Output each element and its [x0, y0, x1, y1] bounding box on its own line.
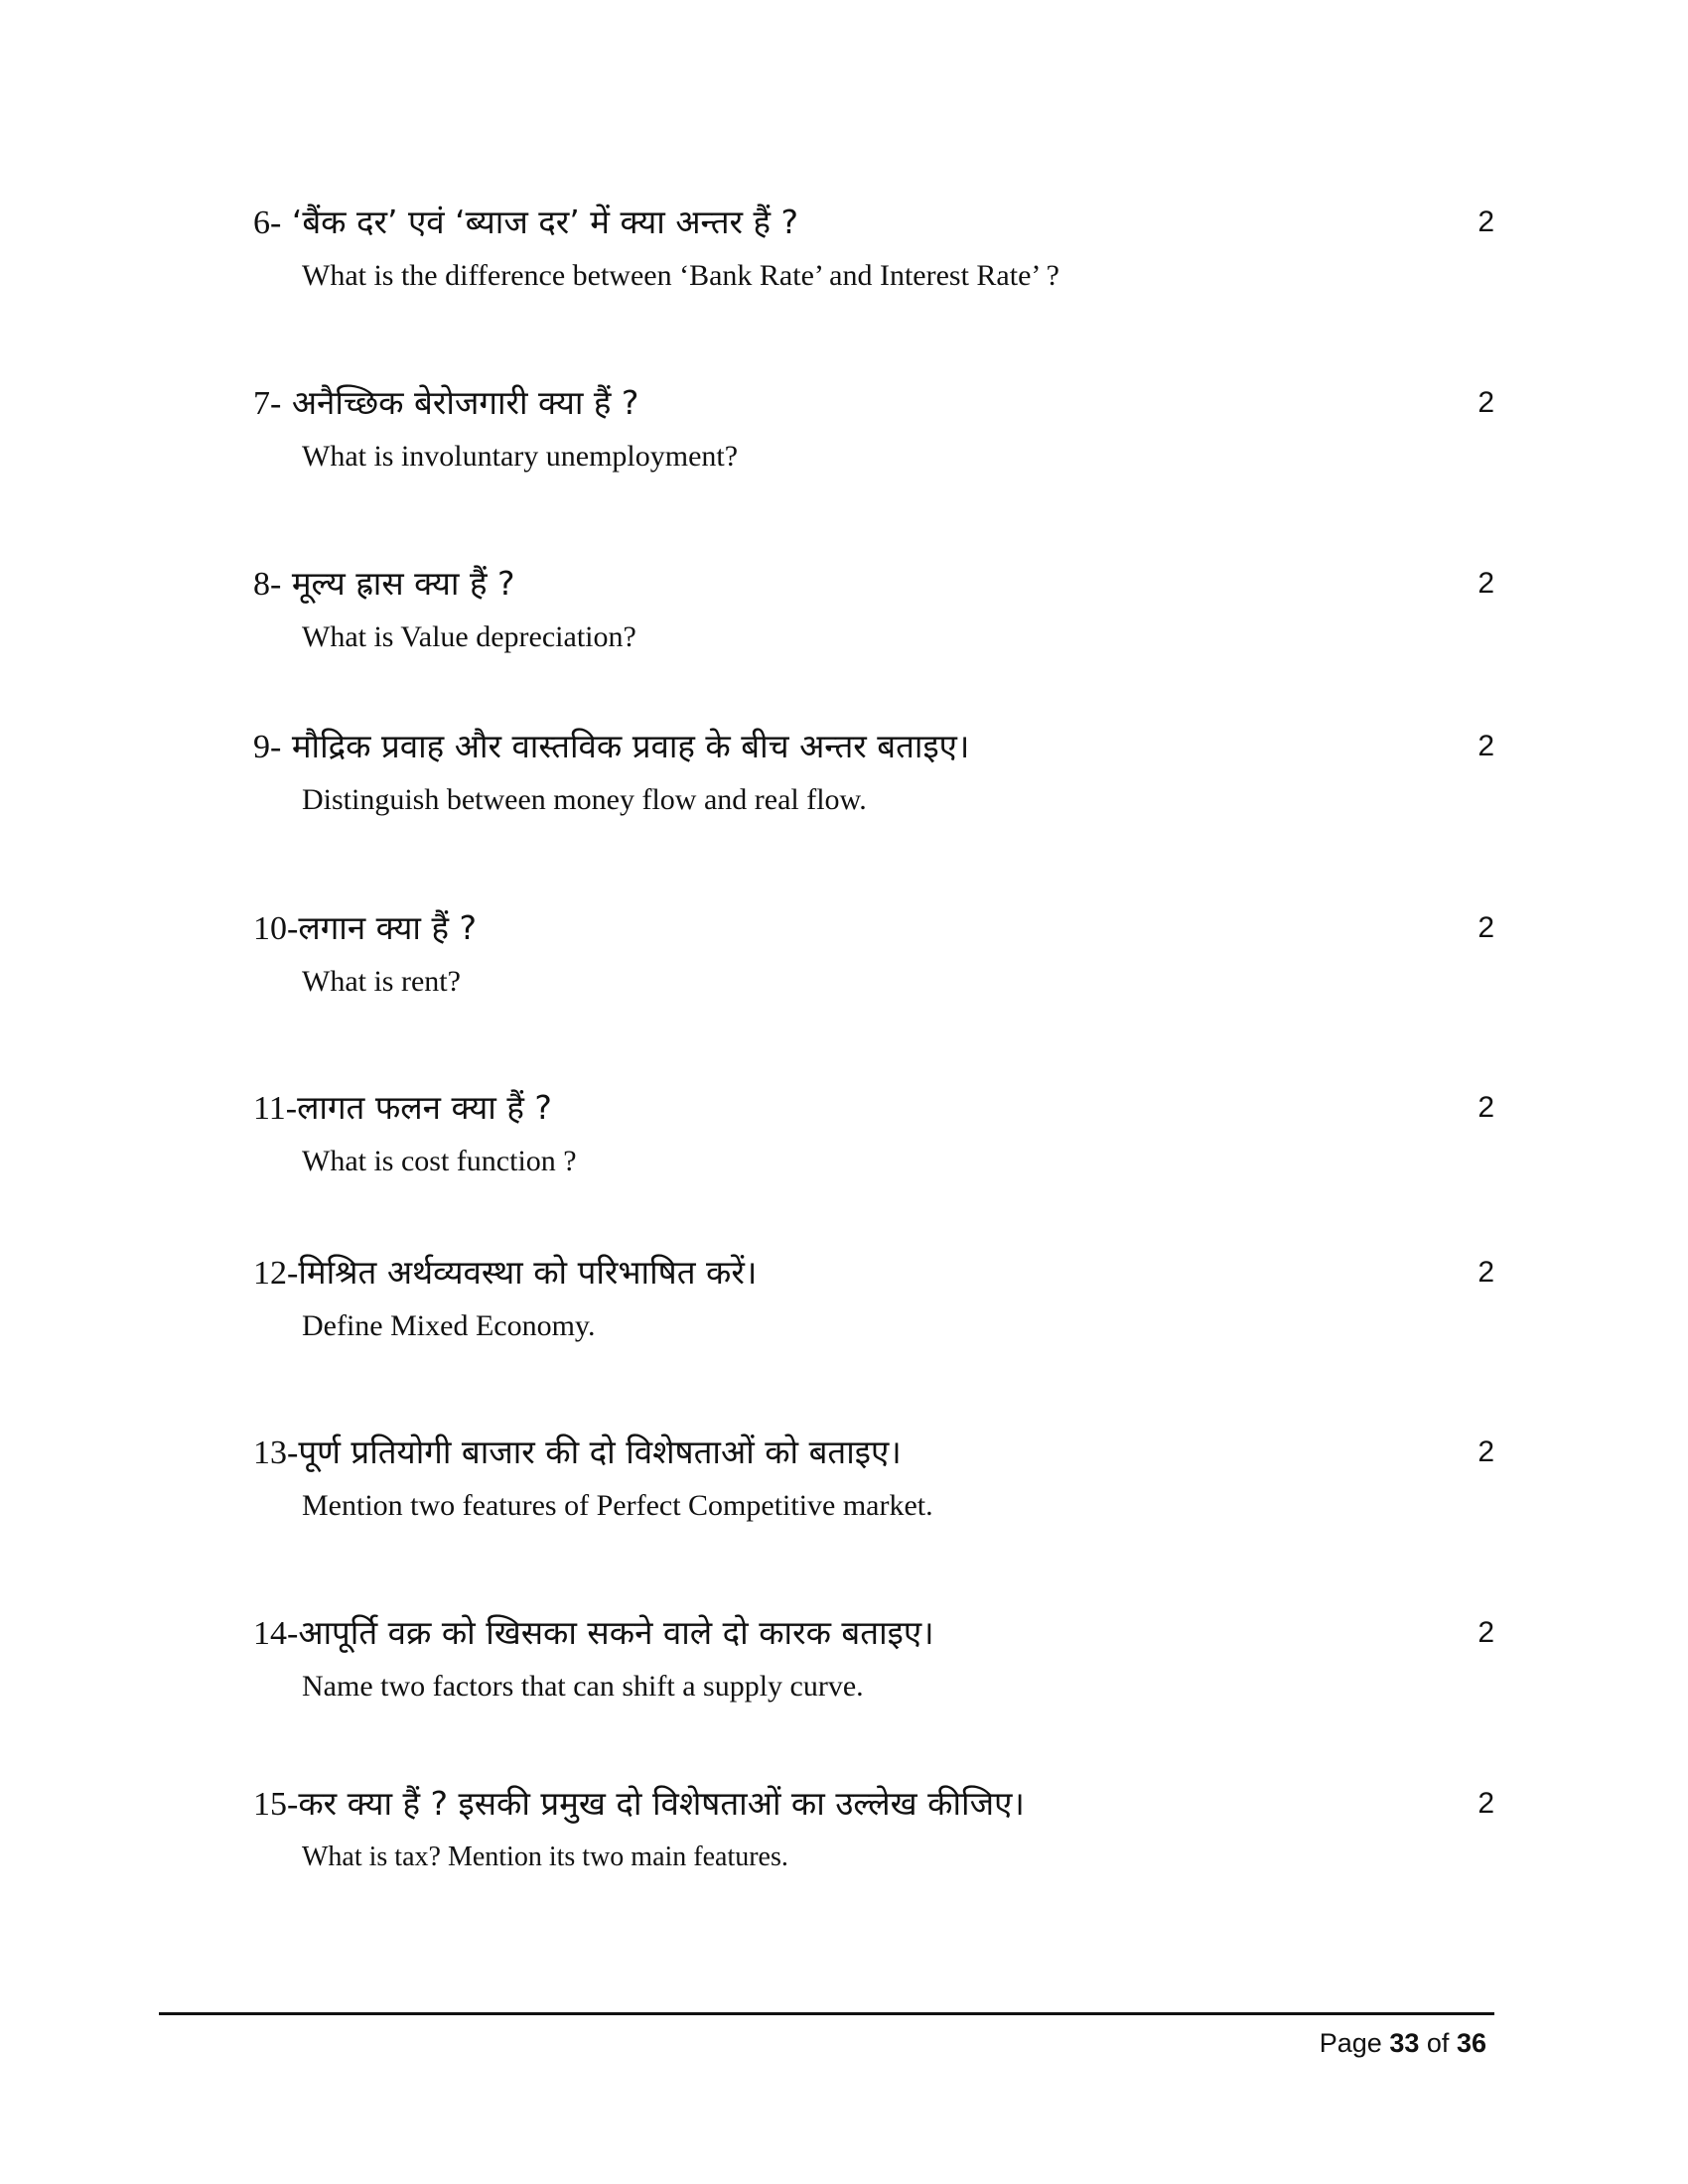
question-marks: 2 [1477, 567, 1494, 600]
question-marks: 2 [1477, 386, 1494, 419]
question-7 [253, 375, 1494, 478]
question-8 [253, 556, 1494, 659]
question-10 [253, 900, 1494, 1004]
footer-divider [159, 2012, 1494, 2015]
question-12 [253, 1245, 1494, 1348]
question-hindi-line: लगान क्या हैं ? [298, 908, 477, 947]
question-english-text: Define Mixed Economy. [302, 1309, 596, 1342]
question-marks: 2 [1477, 1435, 1494, 1468]
question-11 [253, 1080, 1494, 1183]
question-number: 14- [253, 1615, 299, 1652]
question-marks: 2 [1477, 1091, 1494, 1124]
question-6 [253, 195, 1494, 298]
question-number: 7- [253, 385, 282, 422]
question-number: 9- [253, 729, 282, 765]
question-number: 15- [253, 1786, 299, 1823]
question-hindi-line: पूर्ण प्रतियोगी बाजार की दो विशेषताओं को बताइए। [298, 1433, 902, 1471]
question-9 [253, 719, 1494, 822]
question-marks: 2 [1477, 911, 1494, 944]
question-hindi-text [253, 900, 1494, 956]
current-page: 33 [1389, 2028, 1420, 2058]
of-word: of [1426, 2028, 1450, 2058]
question-english-text: What is cost function ? [302, 1145, 577, 1177]
question-marks: 2 [1477, 1616, 1494, 1649]
question-number: 12- [253, 1255, 299, 1292]
question-hindi-text [253, 719, 1494, 774]
question-hindi-text [253, 1425, 1494, 1480]
question-hindi-line: लागत फलन क्या हैं ? [297, 1088, 552, 1127]
question-english-text: Distinguish between money flow and real flow. [302, 783, 867, 816]
question-hindi-text [253, 375, 1494, 431]
question-hindi-text [253, 1245, 1494, 1300]
question-hindi-text [253, 1776, 1494, 1832]
question-hindi-line: कर क्या हैं ? इसकी प्रमुख दो विशेषताओं का उल्लेख कीजिए। [298, 1784, 1025, 1823]
question-15 [253, 1776, 1494, 1879]
question-marks: 2 [1477, 205, 1494, 238]
question-english-text: What is rent? [302, 965, 461, 998]
question-number: 10- [253, 910, 299, 947]
question-hindi-text [253, 195, 1494, 250]
question-number: 6- [253, 205, 282, 241]
question-hindi-text [253, 1080, 1494, 1136]
page-number [1320, 2025, 1486, 2061]
question-number: 11- [253, 1090, 298, 1127]
question-hindi-line: आपूर्ति वक्र को खिसका सकने वाले दो कारक बताइए। [298, 1613, 934, 1652]
question-14 [253, 1605, 1494, 1708]
question-marks: 2 [1477, 1787, 1494, 1820]
question-hindi-line: ‘बैंक दर’ एवं ‘ब्याज दर’ में क्या अन्तर हैं ? [291, 203, 799, 241]
question-marks: 2 [1477, 730, 1494, 762]
question-hindi-line: मिश्रित अर्थव्यवस्था को परिभाषित करें। [298, 1253, 758, 1292]
question-number: 8- [253, 566, 282, 603]
question-english-text: What is the difference between ‘Bank Rate’ and Interest Rate’ ? [302, 259, 1059, 292]
question-english-text: Mention two features of Perfect Competitive market. [302, 1489, 933, 1522]
question-number: 13- [253, 1434, 299, 1471]
question-english-text: What is Value depreciation? [302, 620, 636, 653]
question-hindi-text [253, 556, 1494, 612]
total-pages: 36 [1456, 2028, 1486, 2058]
question-english-text: Name two factors that can shift a supply curve. [302, 1670, 864, 1703]
question-hindi-line: अनैच्छिक बेरोजगारी क्या हैं ? [291, 383, 639, 422]
question-english-text: What is tax? Mention its two main features. [302, 1842, 788, 1872]
question-english-text: What is involuntary unemployment? [302, 440, 739, 473]
question-13 [253, 1425, 1494, 1528]
page-word: Page [1319, 2028, 1382, 2058]
question-hindi-line: मौद्रिक प्रवाह और वास्तविक प्रवाह के बीच अन्तर बताइए। [291, 727, 970, 765]
question-hindi-text [253, 1605, 1494, 1661]
question-hindi-line: मूल्य ह्रास क्या हैं ? [291, 564, 515, 603]
question-marks: 2 [1477, 1256, 1494, 1289]
